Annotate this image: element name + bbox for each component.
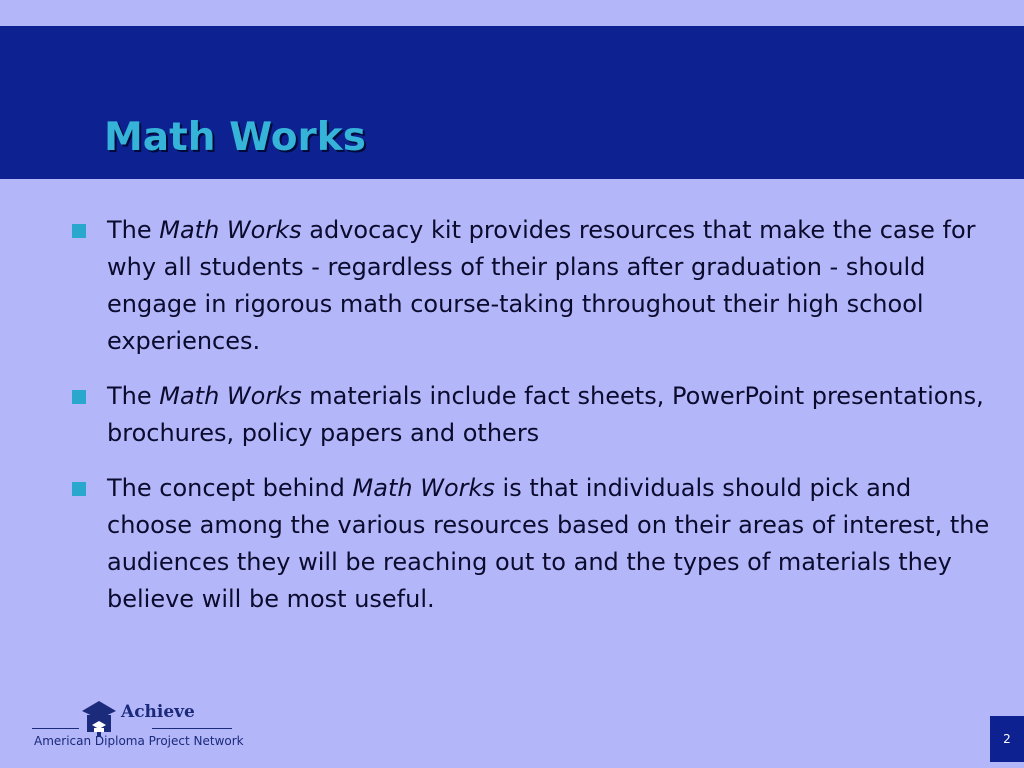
- bullet-text: The Math Works advocacy kit provides resources that make the case for why all students - regardless of their plans after graduation - should engage in rigorous math course-taking throughout their high school experiences.: [107, 216, 976, 355]
- square-bullet-icon: [72, 482, 86, 496]
- bullet-list: [72, 212, 1002, 636]
- slide-title: Math Works: [104, 115, 366, 160]
- achieve-logo: [32, 696, 244, 754]
- bullet-text: The concept behind Math Works is that individuals should pick and choose among the various resources based on their areas of interest, the audiences they will be reaching out to and the types of materials they believe will be most useful.: [107, 474, 990, 613]
- square-bullet-icon: [72, 224, 86, 238]
- graduation-cap-house-icon: [80, 699, 118, 739]
- logo-brand-text: Achieve: [121, 702, 195, 722]
- logo-rule-left: [32, 728, 79, 729]
- bullet-item: [72, 470, 1002, 618]
- logo-rule-right: [152, 728, 232, 729]
- logo-network-text: American Diploma Project Network: [34, 734, 244, 748]
- square-bullet-icon: [72, 390, 86, 404]
- page-number: 2: [990, 716, 1024, 762]
- bullet-item: [72, 212, 1002, 360]
- bullet-item: [72, 378, 1002, 452]
- bullet-text: The Math Works materials include fact sheets, PowerPoint presentations, brochures, policy papers and others: [107, 382, 984, 447]
